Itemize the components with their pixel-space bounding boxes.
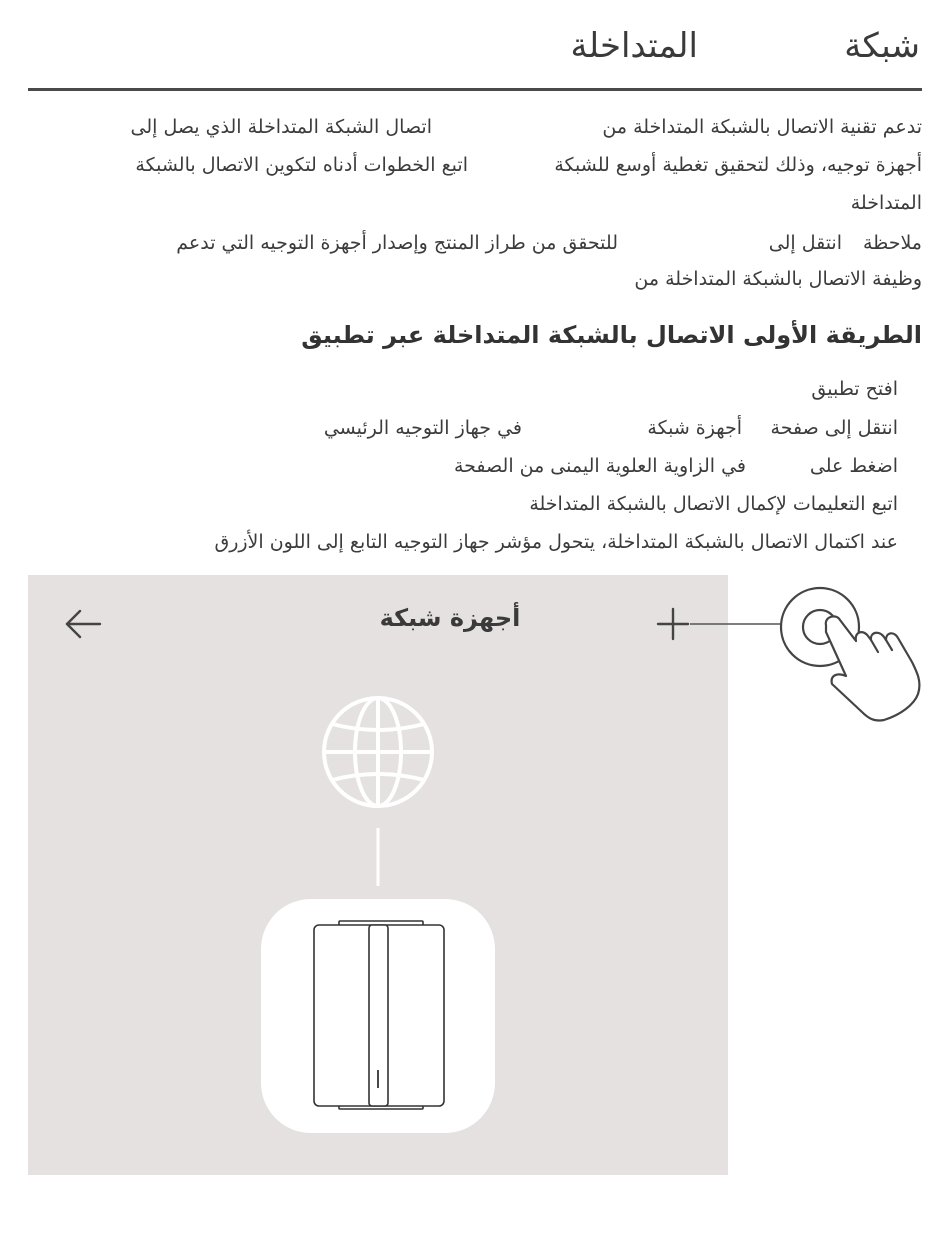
arrow-left-icon[interactable]: [67, 611, 100, 637]
step-3-part1: اضغط على: [809, 455, 898, 477]
step-2-part2: أجهزة شبكة: [647, 417, 742, 439]
step-2-part1: انتقل إلى صفحة: [770, 417, 898, 439]
step-5: عند اكتمال الاتصال بالشبكة المتداخلة، يتحول مؤشر جهاز التوجيه التابع إلى اللون الأزرق: [214, 531, 898, 553]
note-line2: وظيفة الاتصال بالشبكة المتداخلة من: [634, 268, 922, 290]
intro-line2-part2: اتبع الخطوات أدناه لتكوين الاتصال بالشبكة: [135, 154, 468, 176]
router-icon: [314, 921, 444, 1109]
page-title-word-mesh: المتداخلة: [570, 26, 698, 66]
note-check: للتحقق من طراز المنتج وإصدار أجهزة التوجيه التي تدعم: [176, 232, 618, 254]
note-label: ملاحظة: [862, 232, 922, 254]
step-1: افتح تطبيق: [811, 378, 898, 400]
step-2-part3: في جهاز التوجيه الرئيسي: [323, 417, 522, 439]
plus-icon[interactable]: [658, 609, 688, 639]
note-goto: انتقل إلى: [768, 232, 842, 254]
step-4: اتبع التعليمات لإكمال الاتصال بالشبكة المتداخلة: [529, 493, 898, 515]
hand-tap-icon: [781, 588, 919, 721]
page-title-word-network: شبكة: [844, 26, 920, 66]
app-screen-title: أجهزة شبكة: [379, 604, 521, 632]
intro-line2-part1: أجهزة توجيه، وذلك لتحقيق تغطية أوسع للشبكة: [554, 154, 922, 176]
intro-line3: المتداخلة: [850, 192, 922, 214]
globe-icon: [324, 698, 432, 806]
intro-line1-part2: اتصال الشبكة المتداخلة الذي يصل إلى: [130, 116, 432, 138]
intro-line1-part1: تدعم تقنية الاتصال بالشبكة المتداخلة من: [602, 116, 922, 138]
step-3-part2: في الزاوية العلوية اليمنى من الصفحة: [453, 455, 746, 477]
method-heading: الطريقة الأولى الاتصال بالشبكة المتداخلة عبر تطبيق: [301, 321, 922, 349]
